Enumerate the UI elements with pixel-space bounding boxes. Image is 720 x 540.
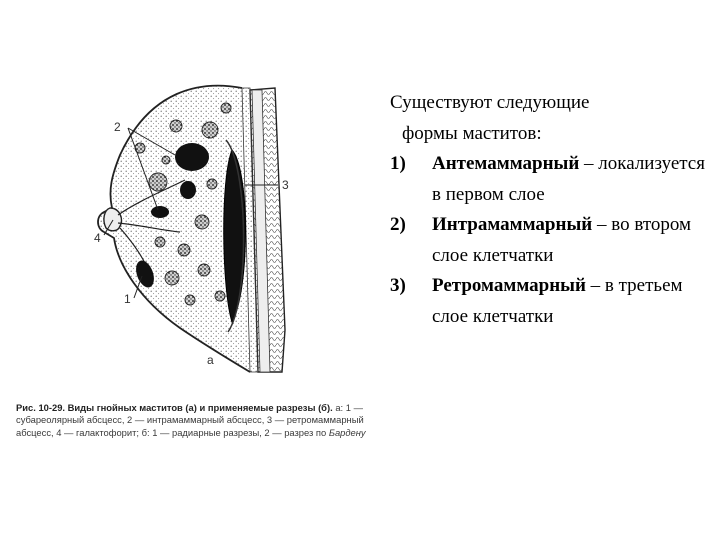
- item-desc: – во втором слое клетчатки: [432, 214, 692, 266]
- mastitis-forms-text: [390, 88, 710, 332]
- item-term: Антемаммарный: [432, 153, 580, 174]
- figure-label-4: 4: [94, 231, 101, 245]
- breast-mastitis-figure: [0, 60, 380, 390]
- mastitis-illustration: [0, 60, 380, 390]
- list-item: [390, 149, 710, 210]
- item-number: 2): [390, 214, 406, 235]
- caption-label: Рис. 10-29. Виды гнойных маститов (а) и применяемые разрезы (б).: [16, 402, 333, 413]
- figure-label-3: 3: [282, 178, 289, 192]
- item-desc: – в третьем слое клетчатки: [432, 275, 683, 327]
- list-item: [390, 210, 710, 271]
- caption-text: а: 1 — субареолярный абсцесс, 2 — интрамаммарный абсцесс, 3 — ретромаммарный абсцесс, 4 — галактофорит; б: 1 — радиарные разрезы, 2 — разрез по: [16, 402, 364, 438]
- item-number: 1): [390, 153, 406, 174]
- caption-author: Бардену: [328, 426, 366, 438]
- figure-sublabel-a: a: [207, 353, 214, 367]
- list-item: [390, 271, 710, 332]
- item-desc: – локализуется в первом слое: [432, 153, 705, 205]
- intro-line-1: Существуют следующие: [390, 92, 590, 113]
- item-number: 3): [390, 275, 406, 296]
- item-term: Интрамаммарный: [432, 214, 593, 235]
- figure-label-1: 1: [124, 292, 131, 306]
- figure-caption: [16, 402, 368, 439]
- figure-label-2: 2: [114, 120, 121, 134]
- intro-line-2: формы маститов:: [402, 122, 542, 144]
- item-term: Ретромаммарный: [432, 275, 586, 296]
